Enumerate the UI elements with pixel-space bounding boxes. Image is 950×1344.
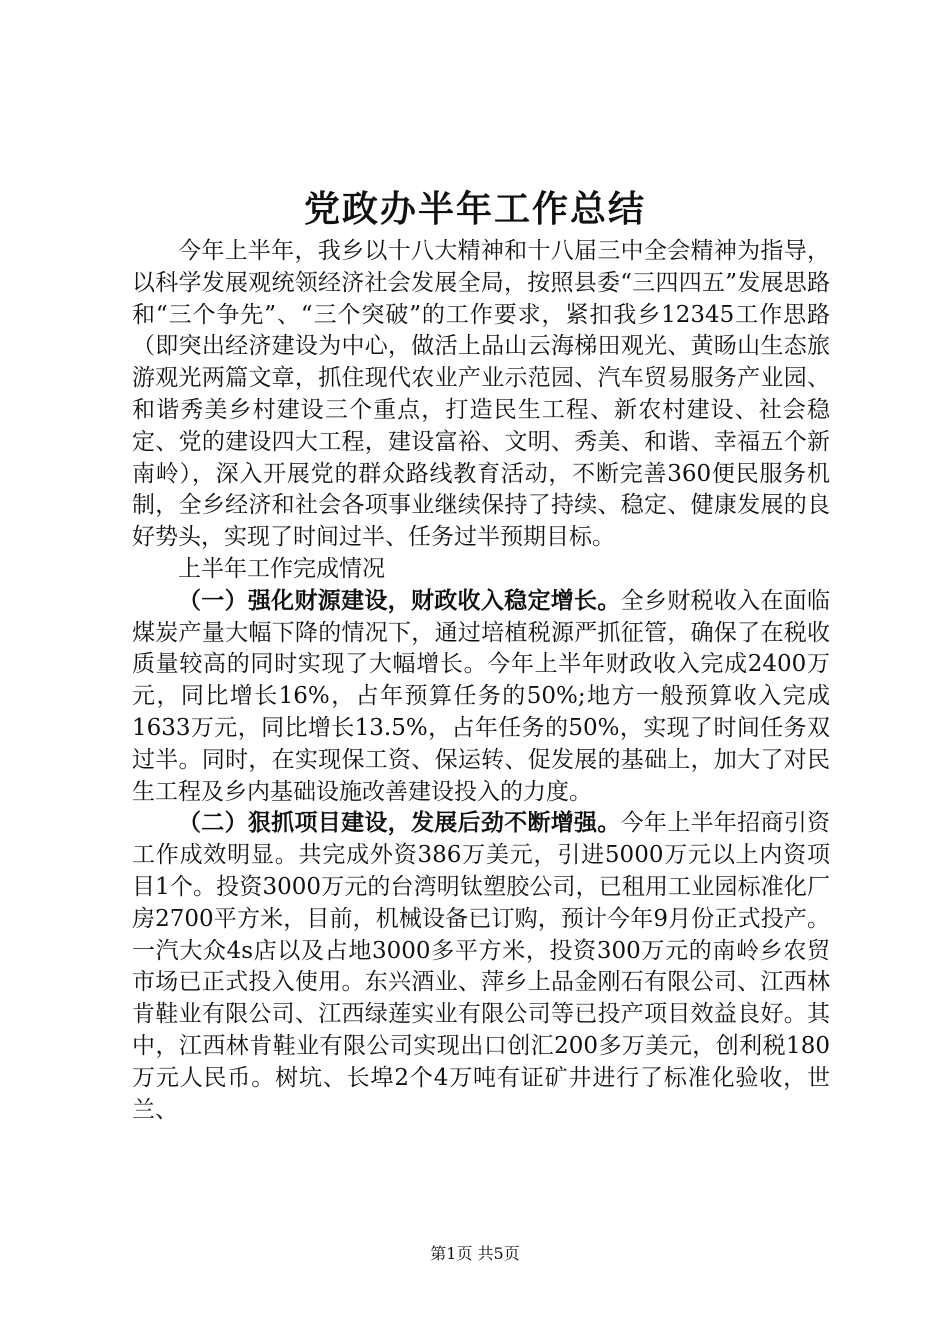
section-heading: 上半年工作完成情况 (178, 555, 385, 582)
intro-paragraph: 今年上半年，我乡以十八大精神和十八届三中全会精神为指导，以科学发展观统领经济社会发展全局，按照县委“三四四五”发展思路和“三个争先”、“三个突破”的工作要求，紧扣我乡12345工作思路（即突出经济建设为中心，做活上品山云海梯田观光、黄旸山生态旅游观光两篇文章，抓住现代农业产业示范园、汽车贸易服务产业园、和谐秀美乡村建设三个重点，打造民生工程、新农村建设、社会稳定、党的建设四大工程，建设富裕、文明、秀美、和谐、幸福五个新南岭），深入开展党的群众路线教育活动，不断完善360便民服务机制，全乡经济和社会各项事业继续保持了持续、稳定、健康发展的良好势头，实现了时间过半、任务过半预期目标。 (132, 238, 830, 551)
page-title: 党政办半年工作总结 (303, 188, 646, 230)
section-1-lead: （一）强化财源建设，财政收入稳定增长。 (178, 587, 621, 614)
section-2-body: 今年上半年招商引资工作成效明显。共完成外资386万美元，引进5000万元以上内资项目1个。投资3000万元的台湾明钛塑胶公司，已租用工业园标准化厂房2700平方米，目前，机械设备已订购，预计今年9月份正式投产。一汽大众4s店以及占地3000多平方米，投资300万元的南岭乡农贸市场已正式投入使用。东兴酒业、萍乡上品金刚石有限公司、江西林肯鞋业有限公司、江西绿莲实业有限公司等已投产项目效益良好。其中，江西林肯鞋业有限公司实现出口创汇200多万美元，创利税180万元人民币。树坑、长埠2个4万吨有证矿井进行了标准化验收，世兰、 (132, 810, 831, 1123)
section-2-lead: （二）狠抓项目建设，发展后劲不断增强。 (178, 810, 621, 837)
page-footer: 第1页 共5页 (430, 1244, 520, 1263)
document-body (132, 236, 830, 1126)
section-1-paragraph (132, 586, 830, 809)
section-2-paragraph (132, 808, 830, 1126)
section-1-body: 全乡财税收入在面临煤炭产量大幅下降的情况下，通过培植税源严抓征管，确保了在税收质量较高的同时实现了大幅增长。今年上半年财政收入完成2400万元，同比增长16%，占年预算任务的50%;地方一般预算收入完成1633万元，同比增长13.5%，占年任务的50%，实现了时间任务双过半。同时，在实现保工资、保运转、促发展的基础上，加大了对民生工程及乡内基础设施改善建设投入的力度。 (132, 587, 831, 805)
